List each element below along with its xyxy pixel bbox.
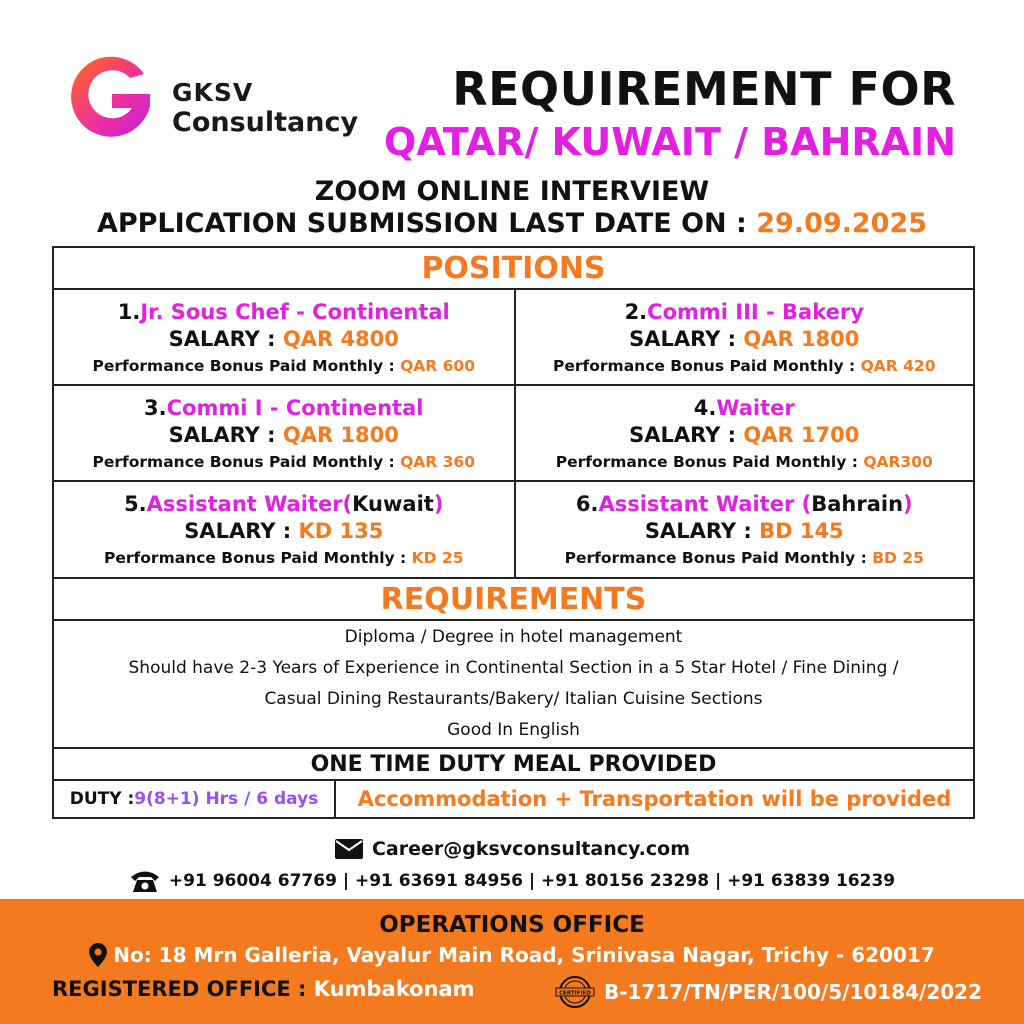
duty-row: [54, 781, 973, 817]
positions-row: [54, 386, 973, 482]
bonus-amount: BD 25: [872, 549, 924, 567]
duty-value: 9(8+1) Hrs / 6 days: [134, 789, 319, 809]
brand-name: [172, 80, 358, 136]
position-salary: [645, 519, 844, 543]
position-name: Waiter: [716, 395, 795, 420]
salary-label: SALARY :: [168, 326, 283, 351]
brand-name-line1: GKSV: [172, 78, 254, 107]
requirement-item: Should have 2-3 Years of Experience in Continental Section in a 5 Star Hotel / Fine Dining /: [128, 658, 899, 678]
position-number: 2.: [624, 299, 648, 324]
position-number: 5.: [124, 492, 147, 516]
position-name: Commi III - Bakery: [647, 299, 864, 324]
positions-row: [54, 482, 973, 579]
bonus-label: Performance Bonus Paid Monthly :: [92, 356, 401, 375]
position-location: Bahrain: [811, 492, 904, 516]
position-bonus: [104, 549, 463, 567]
telephone-icon: [129, 868, 161, 894]
bonus-label: Performance Bonus Paid Monthly :: [553, 356, 861, 375]
operations-address: [0, 943, 1024, 967]
position-card: [54, 290, 514, 384]
position-name: Assistant Waiter(: [146, 492, 353, 516]
salary-amount: QAR 1800: [743, 326, 860, 351]
license-number: [554, 975, 982, 1009]
position-card: [514, 386, 974, 480]
salary-amount: QAR 1800: [282, 422, 399, 447]
position-name: Commi I - Continental: [166, 395, 424, 420]
bonus-amount: KD 25: [411, 549, 464, 567]
position-number: 1.: [117, 299, 141, 324]
contact-email-line: [0, 838, 1024, 860]
position-title: [124, 492, 443, 516]
requirements-list: [54, 621, 973, 749]
position-paren: ): [433, 492, 444, 516]
certified-stamp-icon: [554, 975, 596, 1009]
accommodation-note: Accommodation + Transportation will be provided: [357, 787, 952, 811]
bonus-amount: QAR 420: [860, 356, 936, 375]
position-name: Assistant Waiter (: [598, 492, 812, 516]
location-pin-icon: [89, 943, 107, 967]
position-bonus: [553, 357, 935, 375]
registered-office: [52, 977, 475, 1001]
license-text: B-1717/TN/PER/100/5/10184/2022: [603, 980, 982, 1004]
svg-text:CERTIFIED: CERTIFIED: [559, 990, 591, 997]
positions-row: [54, 290, 973, 386]
position-number: 4.: [693, 395, 717, 420]
position-bonus: [565, 549, 924, 567]
position-title: [576, 492, 913, 516]
position-title: [144, 396, 423, 420]
positions-table: [52, 246, 975, 819]
bonus-label: Performance Bonus Paid Monthly :: [92, 452, 401, 471]
duty-label: DUTY :: [69, 789, 135, 809]
position-bonus: [93, 357, 475, 375]
duty-hours: [54, 781, 336, 817]
contact-phones[interactable]: +91 96004 67769 | +91 63691 84956 | +91 80156 23298 | +91 63839 16239: [168, 871, 896, 891]
position-card: [514, 290, 974, 384]
contact-phone-line: [0, 868, 1024, 894]
meal-note: ONE TIME DUTY MEAL PROVIDED: [54, 749, 973, 781]
position-name: Jr. Sous Chef - Continental: [140, 299, 450, 324]
last-date-label: APPLICATION SUBMISSION LAST DATE ON :: [96, 208, 757, 239]
salary-label: SALARY :: [629, 326, 744, 351]
interview-type: ZOOM ONLINE INTERVIEW: [314, 176, 710, 207]
salary-label: SALARY :: [168, 422, 283, 447]
positions-heading: POSITIONS: [54, 248, 973, 290]
position-title: [625, 300, 864, 324]
salary-amount: QAR 4800: [282, 326, 399, 351]
position-salary: [629, 423, 859, 447]
position-card: [54, 482, 514, 577]
requirement-item: Good In English: [447, 720, 580, 740]
last-date-line: [0, 208, 1024, 239]
position-bonus: [93, 453, 475, 471]
last-date-value: 29.09.2025: [756, 208, 928, 239]
contact-email[interactable]: Career@gksvconsultancy.com: [371, 838, 691, 860]
position-number: 3.: [144, 395, 167, 420]
position-title: [118, 300, 450, 324]
requirements-heading: REQUIREMENTS: [54, 579, 973, 621]
bonus-amount: QAR 360: [400, 452, 475, 471]
bonus-amount: QAR 600: [400, 356, 475, 375]
requirement-item: Diploma / Degree in hotel management: [344, 627, 683, 647]
position-salary: [169, 423, 399, 447]
bonus-label: Performance Bonus Paid Monthly :: [564, 549, 873, 567]
position-salary: [184, 519, 383, 543]
brand-name-line2: Consultancy: [172, 107, 359, 138]
gksv-logo-icon: [58, 44, 162, 148]
salary-amount: KD 135: [298, 519, 384, 543]
salary-amount: QAR 1700: [743, 422, 860, 447]
position-paren: ): [903, 492, 913, 516]
footer: [0, 899, 1024, 1024]
salary-label: SALARY :: [629, 422, 744, 447]
bonus-label: Performance Bonus Paid Monthly :: [555, 452, 864, 471]
position-number: 6.: [575, 492, 599, 516]
position-title: [694, 396, 795, 420]
position-card: [514, 482, 974, 577]
position-salary: [629, 327, 859, 351]
requirement-item: Casual Dining Restaurants/Bakery/ Italian Cuisine Sections: [264, 689, 763, 709]
position-card: [54, 386, 514, 480]
position-bonus: [556, 453, 933, 471]
envelope-icon: [334, 838, 364, 860]
bonus-amount: QAR300: [863, 452, 933, 471]
registered-city: Kumbakonam: [313, 977, 475, 1001]
registered-label: REGISTERED OFFICE :: [52, 977, 314, 1001]
requirement-title: REQUIREMENT FOR: [452, 62, 956, 116]
position-location: Kuwait: [352, 492, 434, 516]
position-salary: [169, 327, 399, 351]
countries-heading: QATAR/ KUWAIT / BAHRAIN: [384, 120, 956, 164]
bonus-label: Performance Bonus Paid Monthly :: [104, 549, 412, 567]
address-text: No: 18 Mrn Galleria, Vayalur Main Road, Srinivasa Nagar, Trichy - 620017: [113, 943, 935, 967]
salary-label: SALARY :: [184, 519, 299, 543]
salary-label: SALARY :: [644, 519, 760, 543]
operations-office-heading: OPERATIONS OFFICE: [379, 912, 645, 938]
salary-amount: BD 145: [759, 519, 844, 543]
